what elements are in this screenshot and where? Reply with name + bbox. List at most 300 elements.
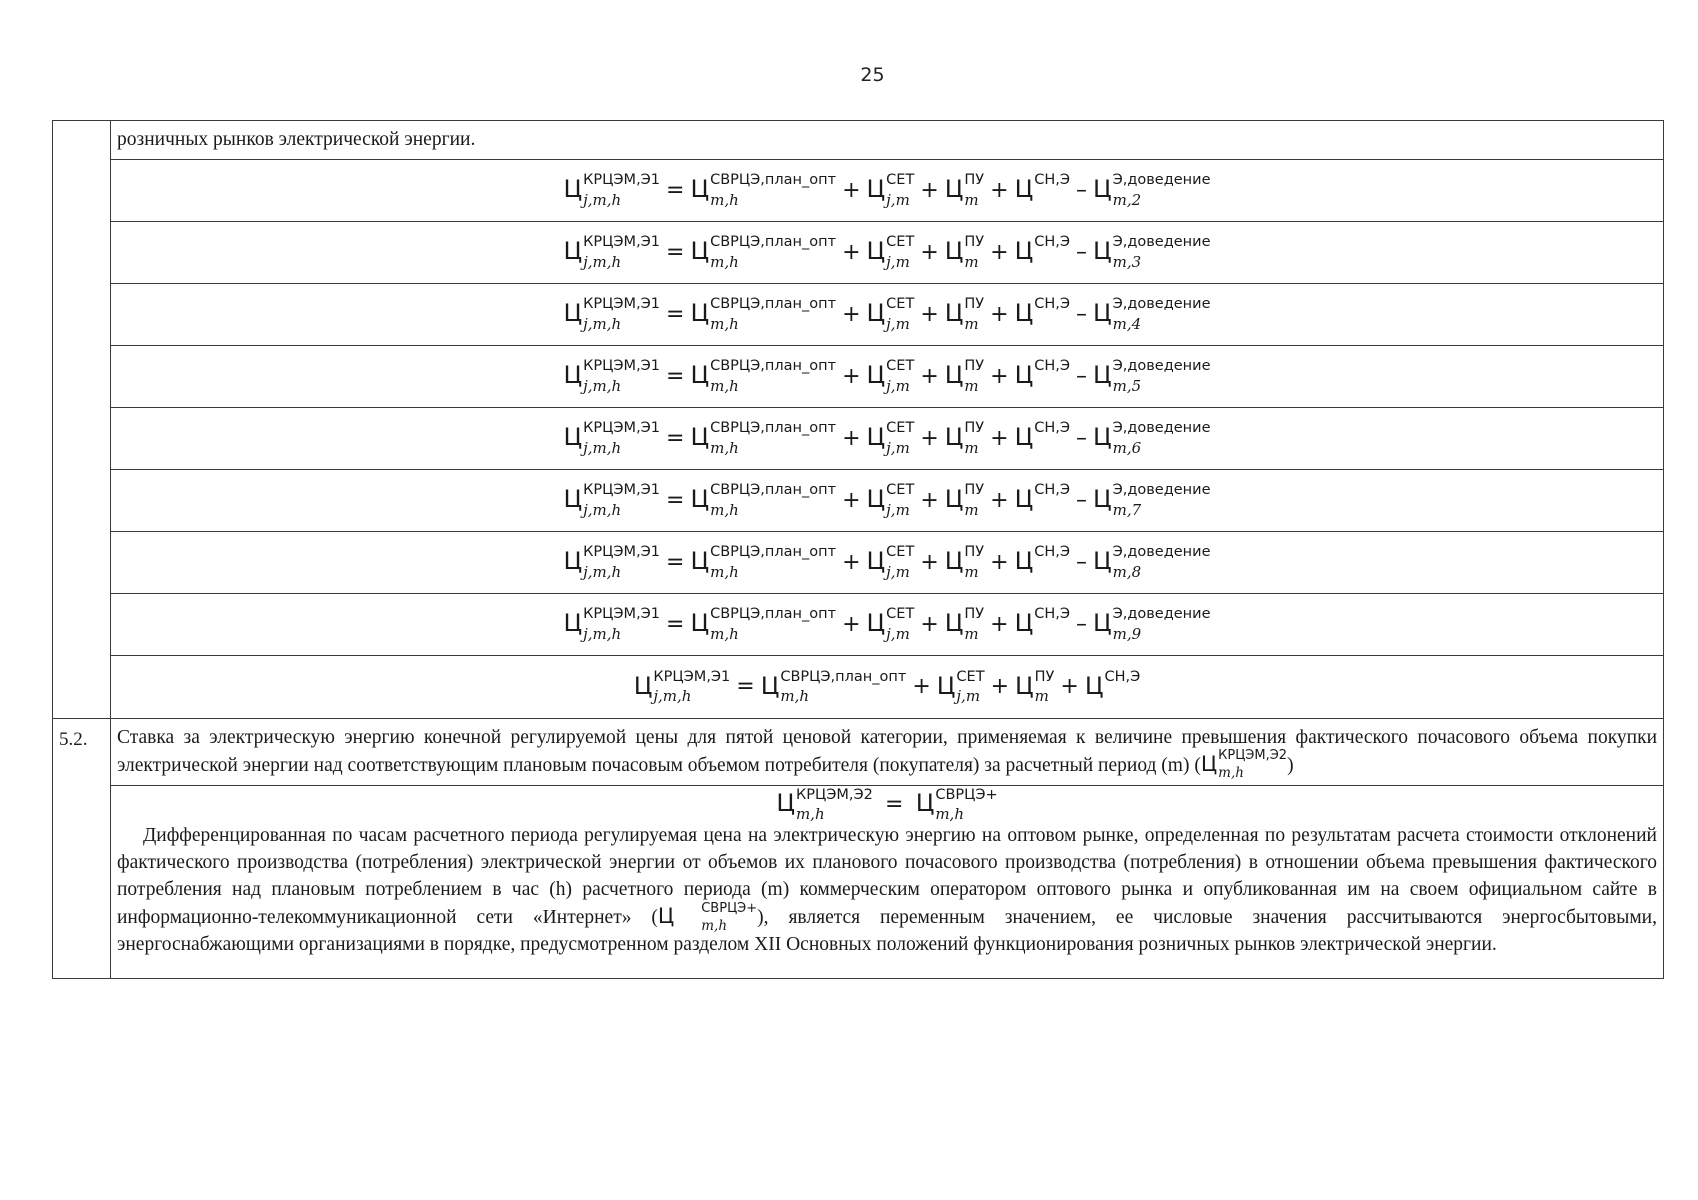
price-symbol: Ц xyxy=(563,175,583,204)
script-stack xyxy=(583,172,661,209)
superscript: СВРЦЭ,план_опт xyxy=(780,668,907,685)
formula-cell xyxy=(111,594,1664,656)
price-symbol: Ц xyxy=(1014,237,1034,266)
operator: = xyxy=(666,363,685,389)
section-5-2-title-close: ) xyxy=(1287,755,1294,776)
adjustment-price-term xyxy=(1092,172,1211,209)
subscript: m,h xyxy=(710,190,739,209)
formula-row xyxy=(53,594,1664,656)
superscript: ПУ xyxy=(1034,668,1055,685)
wholesale-price-term xyxy=(760,668,907,706)
wholesale-price-term xyxy=(690,358,837,395)
services-price-term xyxy=(944,482,985,519)
superscript: СВРЦЭ+ xyxy=(701,900,758,916)
services-price-term xyxy=(944,544,985,581)
operator: – xyxy=(1075,301,1087,327)
services-price-term xyxy=(944,420,985,457)
operator: + xyxy=(920,549,939,575)
subscript: m,2 xyxy=(1112,190,1142,209)
subscript: j,m xyxy=(886,562,910,581)
operator: + xyxy=(920,239,939,265)
script-stack xyxy=(583,358,661,395)
price-symbol: Ц xyxy=(563,609,583,638)
operator: + xyxy=(842,301,861,327)
adjustment-price-term xyxy=(1092,420,1211,457)
subscript: j,m,h xyxy=(583,562,622,581)
formula-cell xyxy=(111,470,1664,532)
operator: + xyxy=(990,239,1009,265)
page-number: 25 xyxy=(860,64,885,86)
superscript: СВРЦЭ,план_опт xyxy=(710,544,837,561)
section-5-2-title-row xyxy=(53,719,1664,786)
operator: – xyxy=(1075,549,1087,575)
subscript: m,4 xyxy=(1112,314,1142,333)
formula-lhs-term xyxy=(633,668,731,706)
subscript xyxy=(1034,503,1070,518)
subscript: j,m,h xyxy=(583,438,622,457)
price-symbol: Ц xyxy=(1014,361,1034,390)
operator: + xyxy=(920,487,939,513)
superscript: ПУ xyxy=(964,606,985,623)
formula-lhs-term xyxy=(563,544,661,581)
subscript: m,7 xyxy=(1112,500,1142,519)
subscript: j,m xyxy=(886,438,910,457)
superscript: ПУ xyxy=(964,172,985,189)
formula-lhs-term xyxy=(563,234,661,271)
superscript: КРЦЭМ,Э1 xyxy=(583,482,661,499)
script-stack xyxy=(710,358,837,395)
superscript: КРЦЭМ,Э1 xyxy=(583,606,661,623)
superscript: СН,Э xyxy=(1104,668,1141,685)
formula-lhs-term xyxy=(776,786,873,824)
superscript: КРЦЭМ,Э1 xyxy=(583,296,661,313)
script-stack xyxy=(583,482,661,519)
network-price-term xyxy=(866,482,915,519)
operator: – xyxy=(1075,363,1087,389)
subscript: m xyxy=(964,500,979,519)
superscript: КРЦЭМ,Э2 xyxy=(795,786,873,803)
superscript: СВРЦЭ,план_опт xyxy=(710,606,837,623)
script-stack xyxy=(964,296,985,333)
superscript: ПУ xyxy=(964,234,985,251)
superscript: СВРЦЭ+ xyxy=(935,786,998,803)
wholesale-price-term xyxy=(690,482,837,519)
script-stack xyxy=(1034,358,1070,392)
subscript: m,h xyxy=(710,252,739,271)
continuation-text: розничных рынков электрической энергии. xyxy=(111,121,1664,160)
price-symbol: Ц xyxy=(690,609,710,638)
formula-cell xyxy=(111,284,1664,346)
subscript: j,m,h xyxy=(583,314,622,333)
script-stack xyxy=(795,786,873,824)
price-symbol: Ц xyxy=(944,299,964,328)
script-stack xyxy=(886,606,915,643)
script-stack xyxy=(1112,358,1211,395)
formula-cell xyxy=(111,346,1664,408)
superscript: СН,Э xyxy=(1034,172,1070,189)
subscript: m,6 xyxy=(1112,438,1142,457)
script-stack xyxy=(964,420,985,457)
price-symbol: Ц xyxy=(1092,299,1112,328)
superscript: Э,доведение xyxy=(1112,482,1211,499)
operator: + xyxy=(842,239,861,265)
formula-row xyxy=(53,532,1664,594)
network-price-term xyxy=(866,172,915,209)
row-number-cell-empty xyxy=(53,121,111,719)
price-symbol: Ц xyxy=(866,485,886,514)
superscript: СН,Э xyxy=(1034,234,1070,251)
script-stack xyxy=(1034,234,1070,268)
markup-price-term xyxy=(1014,420,1070,454)
superscript: КРЦЭМ,Э1 xyxy=(583,358,661,375)
script-stack xyxy=(1112,606,1211,643)
price-symbol: Ц xyxy=(944,361,964,390)
script-stack xyxy=(935,786,998,824)
subscript: j,m xyxy=(886,624,910,643)
script-stack xyxy=(710,234,837,271)
formula-lhs-term xyxy=(563,606,661,643)
price-symbol: Ц xyxy=(690,237,710,266)
subscript: j,m xyxy=(886,252,910,271)
description-price-term xyxy=(657,900,758,934)
description-text-after: ), является переменным значением, ее числовые значения рассчитываются энергосбытовыми, энергоснабжающими организациями в порядке, предусмотренном разделом XII Основных положений функционирования розничных рынков электрической энергии. xyxy=(117,907,1657,956)
markup-price-term xyxy=(1014,296,1070,330)
subscript: m,h xyxy=(710,314,739,333)
operator: + xyxy=(842,549,861,575)
price-symbol: Ц xyxy=(657,904,675,929)
superscript: СВРЦЭ,план_опт xyxy=(710,482,837,499)
operator: – xyxy=(1075,177,1087,203)
subscript xyxy=(1034,193,1070,208)
price-symbol: Ц xyxy=(690,299,710,328)
superscript: КРЦЭМ,Э1 xyxy=(583,544,661,561)
operator: + xyxy=(990,425,1009,451)
operator: + xyxy=(842,177,861,203)
description-text-before: Дифференцированная по часам расчетного периода регулируемая цена на электрическую энергию на оптовом рынке, определенная по результатам расчета стоимости отклонений фактического производства (потребления) электрической энергии от объемов их планового почасового производства (потребления) в отношении объема превышения фактического потребления над плановым потреблением в час (h) расчетного периода (m) коммерческим оператором оптового рынка и опубликованная им на своем официальном сайте в информационно-телекоммуникационной сети «Интернет» ( xyxy=(117,825,1657,929)
subscript: m xyxy=(964,438,979,457)
formula xyxy=(563,420,1211,457)
subscript: m,8 xyxy=(1112,562,1142,581)
script-stack xyxy=(710,606,837,643)
adjustment-price-term xyxy=(1092,358,1211,395)
operator: + xyxy=(990,611,1009,637)
network-price-term xyxy=(866,358,915,395)
operator: = xyxy=(666,239,685,265)
adjustment-price-term xyxy=(1092,482,1211,519)
subscript: m,9 xyxy=(1112,624,1142,643)
superscript: Э,доведение xyxy=(1112,358,1211,375)
price-symbol: Ц xyxy=(1092,175,1112,204)
operator: + xyxy=(920,177,939,203)
operator: + xyxy=(990,301,1009,327)
document-table xyxy=(52,120,1664,979)
formula-cell xyxy=(111,532,1664,594)
adjustment-price-term xyxy=(1092,234,1211,271)
superscript: СЕТ xyxy=(886,606,915,623)
price-symbol: Ц xyxy=(944,547,964,576)
script-stack xyxy=(583,234,661,271)
superscript: Э,доведение xyxy=(1112,234,1211,251)
superscript: СВРЦЭ,план_опт xyxy=(710,358,837,375)
price-symbol: Ц xyxy=(944,423,964,452)
superscript: Э,доведение xyxy=(1112,296,1211,313)
formula xyxy=(563,482,1211,519)
formula xyxy=(563,606,1211,643)
section-5-2-description-row xyxy=(53,786,1664,979)
formula-lhs-term xyxy=(563,172,661,209)
subscript: m,h xyxy=(710,438,739,457)
script-stack xyxy=(964,358,985,395)
superscript: Э,доведение xyxy=(1112,420,1211,437)
price-symbol: Ц xyxy=(563,547,583,576)
continuation-row xyxy=(53,121,1664,160)
script-stack xyxy=(710,420,837,457)
superscript: СЕТ xyxy=(886,482,915,499)
superscript: СЕТ xyxy=(886,544,915,561)
price-symbol: Ц xyxy=(1014,299,1034,328)
script-stack xyxy=(583,296,661,333)
superscript: СЕТ xyxy=(886,172,915,189)
script-stack xyxy=(1034,172,1070,206)
formula-row xyxy=(53,346,1664,408)
wholesale-price-term xyxy=(690,296,837,333)
price-symbol: Ц xyxy=(1014,175,1034,204)
subscript xyxy=(1034,379,1070,394)
adjustment-price-term xyxy=(1092,606,1211,643)
section-5-2-paragraph xyxy=(117,822,1657,958)
formula-cell xyxy=(111,408,1664,470)
operator: = xyxy=(666,549,685,575)
superscript: КРЦЭМ,Э1 xyxy=(583,172,661,189)
formula-row xyxy=(53,222,1664,284)
operator: = xyxy=(666,301,685,327)
services-price-term xyxy=(944,234,985,271)
formula-row xyxy=(53,408,1664,470)
formula xyxy=(563,172,1211,209)
superscript: Э,доведение xyxy=(1112,606,1211,623)
subscript xyxy=(1034,441,1070,456)
price-symbol: Ц xyxy=(563,423,583,452)
subscript: m,h xyxy=(935,805,964,824)
price-symbol: Ц xyxy=(690,423,710,452)
formula-row xyxy=(53,284,1664,346)
subscript: m,h xyxy=(710,562,739,581)
operator: + xyxy=(990,674,1009,699)
formula-lhs-term xyxy=(563,358,661,395)
script-stack xyxy=(1034,482,1070,516)
subscript: m xyxy=(964,190,979,209)
script-stack xyxy=(1104,668,1141,703)
superscript: СЕТ xyxy=(886,358,915,375)
superscript: КРЦЭМ,Э2 xyxy=(1218,748,1288,764)
script-stack xyxy=(956,668,985,706)
price-symbol: Ц xyxy=(866,237,886,266)
operator: + xyxy=(842,611,861,637)
superscript: СЕТ xyxy=(886,234,915,251)
formula-row xyxy=(53,470,1664,532)
operator: = xyxy=(666,425,685,451)
superscript: СН,Э xyxy=(1034,420,1070,437)
script-stack xyxy=(710,172,837,209)
script-stack xyxy=(886,420,915,457)
script-stack xyxy=(583,544,661,581)
subscript: j,m,h xyxy=(653,687,692,706)
operator: + xyxy=(842,487,861,513)
price-symbol: Ц xyxy=(563,299,583,328)
superscript: СВРЦЭ,план_опт xyxy=(710,234,837,251)
script-stack xyxy=(1034,606,1070,640)
subscript: m xyxy=(964,562,979,581)
price-symbol: Ц xyxy=(563,485,583,514)
formula xyxy=(633,668,1141,706)
operator: + xyxy=(990,177,1009,203)
subscript: j,m,h xyxy=(583,500,622,519)
network-price-term xyxy=(866,296,915,333)
subscript: m,3 xyxy=(1112,252,1142,271)
price-symbol: Ц xyxy=(1092,361,1112,390)
network-price-term xyxy=(866,606,915,643)
formula-lhs-term xyxy=(563,296,661,333)
script-stack xyxy=(583,606,661,643)
adjustment-price-term xyxy=(1092,544,1211,581)
operator: + xyxy=(990,549,1009,575)
wholesale-price-term xyxy=(690,234,837,271)
services-price-term xyxy=(1015,668,1055,706)
price-symbol: Ц xyxy=(944,609,964,638)
markup-price-term xyxy=(1014,544,1070,578)
formula-rhs-term xyxy=(915,786,998,824)
operator: – xyxy=(1075,487,1087,513)
markup-price-term xyxy=(1084,668,1141,703)
operator: + xyxy=(990,363,1009,389)
script-stack xyxy=(964,172,985,209)
subscript: m xyxy=(1034,687,1049,706)
script-stack xyxy=(583,420,661,457)
superscript: СН,Э xyxy=(1034,606,1070,623)
superscript: СЕТ xyxy=(886,296,915,313)
script-stack xyxy=(780,668,907,706)
superscript: СН,Э xyxy=(1034,544,1070,561)
markup-price-term xyxy=(1014,358,1070,392)
operator: + xyxy=(842,425,861,451)
subscript: m,h xyxy=(780,687,810,706)
superscript: СВРЦЭ,план_опт xyxy=(710,172,837,189)
price-symbol: Ц xyxy=(1092,547,1112,576)
subscript: j,m xyxy=(886,190,910,209)
formula xyxy=(563,234,1211,271)
price-symbol: Ц xyxy=(563,361,583,390)
price-symbol: Ц xyxy=(690,547,710,576)
price-symbol: Ц xyxy=(944,175,964,204)
superscript: КРЦЭМ,Э1 xyxy=(583,234,661,251)
final-formula-cell xyxy=(111,656,1664,719)
price-symbol: Ц xyxy=(1014,485,1034,514)
subscript xyxy=(1034,317,1070,332)
superscript: ПУ xyxy=(964,296,985,313)
subscript: m xyxy=(964,314,979,333)
subscript: m,h xyxy=(795,805,825,824)
superscript: Э,доведение xyxy=(1112,544,1211,561)
adjustment-price-term xyxy=(1092,296,1211,333)
operator: + xyxy=(920,425,939,451)
network-price-term xyxy=(936,668,985,706)
price-symbol: Ц xyxy=(1015,671,1034,700)
superscript: ПУ xyxy=(964,420,985,437)
script-stack xyxy=(886,172,915,209)
subscript xyxy=(1034,627,1070,642)
superscript: ПУ xyxy=(964,358,985,375)
operator: = xyxy=(666,487,685,513)
formula xyxy=(563,544,1211,581)
script-stack xyxy=(964,482,985,519)
services-price-term xyxy=(944,358,985,395)
superscript: ПУ xyxy=(964,544,985,561)
markup-price-term xyxy=(1014,606,1070,640)
price-symbol: Ц xyxy=(866,423,886,452)
script-stack xyxy=(1034,668,1055,706)
operator: + xyxy=(920,611,939,637)
price-symbol: Ц xyxy=(1200,752,1218,776)
operator: + xyxy=(1060,674,1079,699)
operator: + xyxy=(990,487,1009,513)
formula xyxy=(563,296,1211,333)
script-stack xyxy=(964,234,985,271)
subscript: m,h xyxy=(710,500,739,519)
section-5-2-title xyxy=(111,719,1664,786)
formula-row xyxy=(53,160,1664,222)
superscript: СН,Э xyxy=(1034,482,1070,499)
price-symbol: Ц xyxy=(633,671,653,700)
price-symbol: Ц xyxy=(866,609,886,638)
formula xyxy=(563,358,1211,395)
subscript: m,5 xyxy=(1112,376,1142,395)
wholesale-price-term xyxy=(690,606,837,643)
wholesale-price-term xyxy=(690,172,837,209)
script-stack xyxy=(1034,544,1070,578)
network-price-term xyxy=(866,544,915,581)
subscript xyxy=(1104,689,1140,704)
price-symbol: Ц xyxy=(1014,423,1034,452)
price-symbol: Ц xyxy=(936,671,956,700)
superscript: КРЦЭМ,Э1 xyxy=(583,420,661,437)
script-stack xyxy=(964,606,985,643)
wholesale-price-term xyxy=(690,544,837,581)
subscript: m xyxy=(964,624,979,643)
price-symbol: Ц xyxy=(944,485,964,514)
operator: + xyxy=(920,301,939,327)
services-price-term xyxy=(944,606,985,643)
script-stack xyxy=(710,296,837,333)
subscript: m,h xyxy=(710,624,739,643)
operator: + xyxy=(912,674,931,699)
services-price-term xyxy=(944,172,985,209)
superscript: СЕТ xyxy=(886,420,915,437)
script-stack xyxy=(1112,482,1211,519)
script-stack xyxy=(675,900,758,934)
price-symbol: Ц xyxy=(1092,609,1112,638)
script-stack xyxy=(653,668,731,706)
subscript: j,m,h xyxy=(583,190,622,209)
subscript: m,h xyxy=(1218,765,1244,782)
section-5-2-description xyxy=(111,786,1664,979)
subscript xyxy=(1034,255,1070,270)
script-stack xyxy=(1112,234,1211,271)
section-5-2-title-text: Ставка за электрическую энергию конечной регулируемой цены для пятой ценовой категории, применяемая к величине превышения фактического почасового объема покупки электрической энергии над соответствующим плановым почасовым объемом потребителя (покупателя) за расчетный период (m) ( xyxy=(117,727,1657,776)
subscript: m,h xyxy=(710,376,739,395)
script-stack xyxy=(1112,420,1211,457)
script-stack xyxy=(1112,296,1211,333)
operator: + xyxy=(920,363,939,389)
